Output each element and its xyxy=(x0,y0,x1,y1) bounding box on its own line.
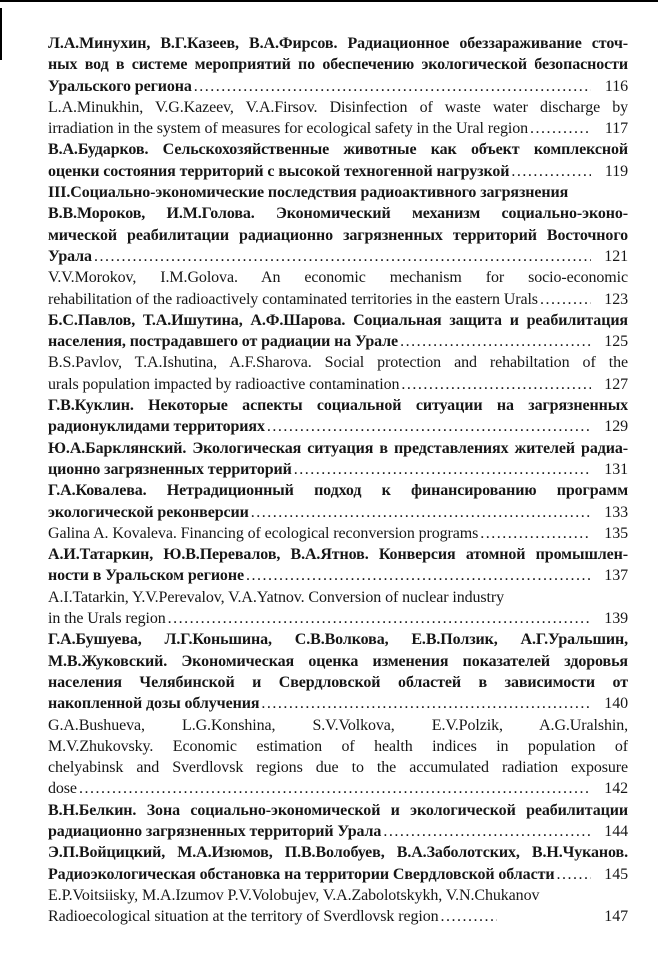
toc-entry-title-end: dose xyxy=(48,780,77,798)
page-number: 144 xyxy=(604,822,628,840)
toc-entry xyxy=(48,480,628,523)
dot-leader xyxy=(246,565,591,586)
toc-line: В.В.Мороков, И.М.Голова. Экономический механизм социально-эконо- xyxy=(48,205,628,223)
toc-entry xyxy=(48,267,628,310)
toc-line: Г.В.Куклин. Некоторые аспекты социальной ситуации на загрязненных xyxy=(48,397,628,415)
toc-entry-tail-line xyxy=(48,459,628,480)
toc-entry-tail-line xyxy=(48,416,628,437)
toc-entry xyxy=(48,885,628,928)
toc-entry-title-end: Радиоэкологическая обстановка на территории Свердловской области xyxy=(48,865,555,883)
toc-entry xyxy=(48,800,628,843)
page-number: 125 xyxy=(604,333,628,351)
toc-entry xyxy=(48,310,628,353)
toc-entry xyxy=(48,438,628,481)
dot-leader xyxy=(556,864,591,885)
dot-leader xyxy=(194,76,591,97)
page-number: 131 xyxy=(604,460,628,478)
toc-entry-title-end: оценки состояния территорий с высокой техногенной нагрузкой xyxy=(48,162,510,180)
toc-entry-title-end: Galina A. Kovaleva. Financing of ecological reconversion programs xyxy=(48,524,479,542)
scan-edge-artifact xyxy=(0,8,2,60)
toc-line: M.V.Zhukovsky. Economic estimation of health indices in population of xyxy=(48,737,628,755)
page-number: 116 xyxy=(604,77,628,95)
toc-line: Г.А.Ковалева. Нетрадиционный подход к финансированию программ xyxy=(48,482,628,500)
page-number: 123 xyxy=(604,290,628,308)
toc-entry-tail-line xyxy=(48,374,628,395)
toc-line: E.P.Voitsiisky, M.A.Izumov P.V.Volobujev, V.A.Zabolotskykh, V.N.Chukanov xyxy=(48,886,540,904)
toc-entry-tail-line xyxy=(48,821,628,842)
dot-leader xyxy=(480,523,591,544)
page-number: 139 xyxy=(604,610,628,628)
dot-leader xyxy=(540,289,591,310)
toc-entry-tail-line xyxy=(48,289,628,310)
toc-entry-tail-line xyxy=(48,565,628,586)
toc-line: A.I.Tatarkin, Y.V.Perevalov, V.A.Yatnov. Conversion of nuclear industry xyxy=(48,588,505,606)
toc-line: Э.П.Войцицкий, М.А.Изюмов, П.В.Волобуев, В.А.Заболотских, В.Н.Чуканов. xyxy=(48,844,628,862)
toc-entry-title-end: ности в Уральском регионе xyxy=(48,567,244,585)
toc-entry-tail-line xyxy=(48,906,628,927)
dot-leader xyxy=(400,331,591,352)
toc-entry xyxy=(48,33,628,97)
dot-leader xyxy=(267,416,591,437)
toc-entry xyxy=(48,395,628,438)
toc-entry-title-end: urals population impacted by radioactive contamination xyxy=(48,375,400,393)
page-number: 137 xyxy=(604,567,628,585)
toc-entry-title-end: населения, пострадавшего от радиации на Урале xyxy=(48,333,399,351)
toc-line: А.И.Татаркин, Ю.В.Перевалов, В.А.Ятнов. Конверсия атомной промышлен- xyxy=(48,546,628,564)
toc-line: ных вод в системе мероприятий по обеспечению экологической безопасности xyxy=(48,56,628,74)
dot-leader xyxy=(168,608,591,629)
toc-entry xyxy=(48,587,628,630)
toc-entry xyxy=(48,352,628,395)
toc-list xyxy=(48,33,628,927)
toc-entry-title-end: Урала xyxy=(48,247,92,265)
toc-entry xyxy=(48,523,628,544)
toc-entry-tail-line xyxy=(48,331,628,352)
toc-entry-title-end: накопленной дозы облучения xyxy=(48,695,260,713)
toc-line: Б.С.Павлов, Т.А.Ишутина, А.Ф.Шарова. Социальная защита и реабилитация xyxy=(48,311,628,329)
toc-entry-title-end: in the Urals region xyxy=(48,610,166,628)
toc-entry-title-end: радионуклидами территориях xyxy=(48,418,265,436)
toc-line: III.Социально-экономические последствия радиоактивного загрязнения xyxy=(48,184,569,202)
toc-entry-tail-line xyxy=(48,246,628,267)
toc-entry-tail-line xyxy=(48,778,628,799)
toc-entry-tail-line xyxy=(48,118,628,139)
dot-leader xyxy=(383,821,591,842)
toc-line: chelyabinsk and Sverdlovsk regions due to the accumulated radiation exposure xyxy=(48,759,628,777)
toc-entry-title-end: ционно загрязненных территорий xyxy=(48,460,292,478)
page-number: 140 xyxy=(604,695,628,713)
toc-entry xyxy=(48,629,628,714)
toc-line: B.S.Pavlov, T.A.Ishutina, A.F.Sharova. Social protection and rehabiltation of the xyxy=(48,354,628,372)
page-number: 145 xyxy=(604,865,628,883)
page-number: 133 xyxy=(604,503,628,521)
toc-line: В.А.Бударков. Сельскохозяйственные животные как объект комплексной xyxy=(48,141,628,159)
scan-border-top xyxy=(0,0,658,2)
toc-entry-title-end: экологической реконверсии xyxy=(48,503,249,521)
page-number: 121 xyxy=(604,247,628,265)
toc-entry-title-end: irradiation in the system of measures for ecological safety in the Ural region xyxy=(48,120,529,138)
dot-leader xyxy=(294,459,591,480)
dot-leader xyxy=(530,118,591,139)
page-number: 117 xyxy=(604,120,628,138)
toc-line: М.В.Жуковский. Экономическая оценка изменения показателей здоровья xyxy=(48,652,628,670)
toc-entry-title-end: Radioecological situation at the territory of Sverdlovsk region xyxy=(48,908,439,926)
toc-entry-tail-line xyxy=(48,76,628,97)
dot-leader xyxy=(94,246,591,267)
dot-leader xyxy=(251,502,591,523)
toc-entry xyxy=(48,842,628,885)
toc-entry xyxy=(48,715,628,800)
toc-section-heading xyxy=(48,182,628,203)
page-number: 135 xyxy=(604,524,628,542)
toc-line: L.A.Minukhin, V.G.Kazeev, V.A.Firsov. Disinfection of waste water discharge by xyxy=(48,98,628,116)
toc-line: Л.А.Минухин, В.Г.Казеев, В.А.Фирсов. Радиационное обеззараживание сточ- xyxy=(48,35,628,52)
dot-leader xyxy=(79,778,591,799)
toc-line: Г.А.Бушуева, Л.Г.Коньшина, С.В.Волкова, Е.В.Ползик, А.Г.Уральшин, xyxy=(48,631,628,649)
page-number: 147 xyxy=(604,908,628,926)
toc-line: мической реабилитации радиационно загрязненных территорий Восточного xyxy=(48,226,628,244)
toc-entry xyxy=(48,139,628,182)
toc-line: V.V.Morokov, I.M.Golova. An economic mechanism for socio-economic xyxy=(48,269,628,287)
toc-entry xyxy=(48,544,628,587)
toc-entry xyxy=(48,203,628,267)
page-number: 119 xyxy=(604,162,628,180)
toc-entry-tail-line xyxy=(48,864,628,885)
dot-leader xyxy=(261,693,591,714)
toc-entry-tail-line xyxy=(48,693,628,714)
dot-leader xyxy=(401,374,591,395)
page-number: 129 xyxy=(604,418,628,436)
toc-entry-title-end: Уральского региона xyxy=(48,77,192,95)
toc-entry-tail-line xyxy=(48,523,628,544)
toc-line: населения Челябинской и Свердловской областей в зависимости от xyxy=(48,673,628,691)
dot-leader xyxy=(441,906,497,927)
toc-line: В.Н.Белкин. Зона социально-экономической и экологической реабилитации xyxy=(48,801,628,819)
toc-entry-tail-line xyxy=(48,608,628,629)
page-number: 127 xyxy=(604,375,628,393)
toc-entry-tail-line xyxy=(48,502,628,523)
toc-line: Ю.А.Барклянский. Экологическая ситуация в представлениях жителей радиа- xyxy=(48,439,628,457)
dot-leader xyxy=(511,161,591,182)
toc-line: G.A.Bushueva, L.G.Konshina, S.V.Volkova, E.V.Polzik, A.G.Uralshin, xyxy=(48,716,628,734)
toc-entry-tail-line xyxy=(48,161,628,182)
toc-entry xyxy=(48,97,628,140)
toc-entry-title-end: радиационно загрязненных территорий Урала xyxy=(48,822,382,840)
page-number: 142 xyxy=(604,780,628,798)
toc-entry-title-end: rehabilitation of the radioactively contaminated territories in the eastern Urals xyxy=(48,290,538,308)
